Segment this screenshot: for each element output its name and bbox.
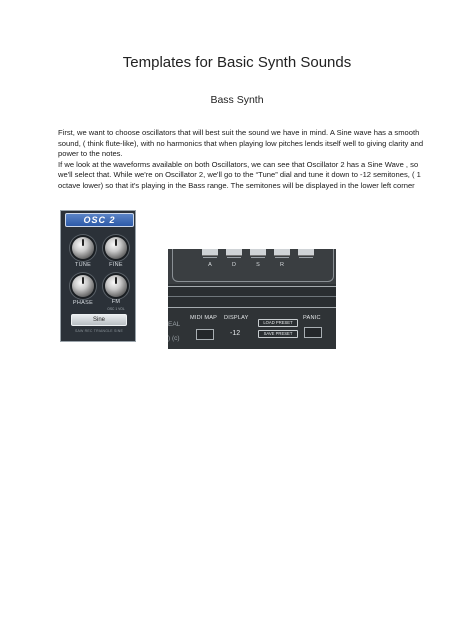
adsr-label-r: R <box>280 262 284 268</box>
sustain-slider-cap[interactable] <box>250 249 266 256</box>
save-preset-button[interactable]: SAVE PRESET <box>258 330 298 338</box>
tune-knob[interactable] <box>72 237 94 259</box>
adsr-label-d: D <box>232 262 236 268</box>
panic-label: PANIC <box>303 315 321 321</box>
waveform-selector[interactable]: Sine <box>71 314 127 326</box>
cut-off-label: EAL <box>168 321 181 328</box>
divider-line <box>168 296 336 297</box>
adsr-rail <box>168 249 336 284</box>
divider-bar <box>168 286 336 308</box>
osc2-panel-image <box>60 210 136 342</box>
paragraph-intro: First, we want to choose oscillators that will best suit the sound we have in mind. A Sine wave has a smooth sound, ( think flute-like), with no harmonics that when playing low pitches lends itself well to giving clarity and power to the notes. <box>58 128 424 159</box>
tune-label: TUNE <box>74 262 92 268</box>
body-text <box>58 128 428 192</box>
paragraph-osc2: If we look at the waveforms available on both Oscillators, we can see that Oscillator 2 has a Sine Wave , so we'll select that. While we're on Oscillator 2, we'll go to the “Tune” dial and tune it down to -12 semitones, ( 1 octave lower) so that it's playing in the Bass range. The semitones will be displayed in the lower left corner <box>58 159 421 190</box>
synth-controls-image <box>168 249 336 349</box>
extra-slider-cap[interactable] <box>298 249 314 256</box>
attack-slider-cap[interactable] <box>202 249 218 256</box>
midi-map-button[interactable] <box>196 329 214 340</box>
fm-knob[interactable] <box>105 275 127 297</box>
fine-knob[interactable] <box>105 237 127 259</box>
adsr-label-s: S <box>256 262 260 268</box>
midi-map-label: MIDI MAP <box>190 315 218 321</box>
cut-off-label: ) (c) <box>168 335 180 342</box>
release-slider-cap[interactable] <box>274 249 290 256</box>
fine-label: FINE <box>109 262 123 268</box>
osc2-header: OSC 2 <box>65 213 134 227</box>
slider-tick <box>227 257 241 258</box>
section-subtitle: Bass Synth <box>210 94 264 106</box>
display-value: -12 <box>230 330 241 337</box>
slider-tick <box>203 257 217 258</box>
waveform-options: SAW REC TRIANGLE SINE <box>75 329 123 333</box>
slider-tick <box>251 257 265 258</box>
panic-button[interactable] <box>304 327 322 338</box>
fm-sublabel: OSC 1 VOL <box>107 307 125 311</box>
display-label: DISPLAY <box>224 315 249 321</box>
page-title: Templates for Basic Synth Sounds <box>122 54 352 71</box>
decay-slider-cap[interactable] <box>226 249 242 256</box>
slider-tick <box>275 257 289 258</box>
phase-label: PHASE <box>72 300 94 306</box>
fm-label: FM <box>111 299 121 305</box>
load-preset-button[interactable]: LOAD PRESET <box>258 319 298 327</box>
adsr-label-a: A <box>208 262 212 268</box>
phase-knob[interactable] <box>72 275 94 297</box>
slider-tick <box>299 257 313 258</box>
